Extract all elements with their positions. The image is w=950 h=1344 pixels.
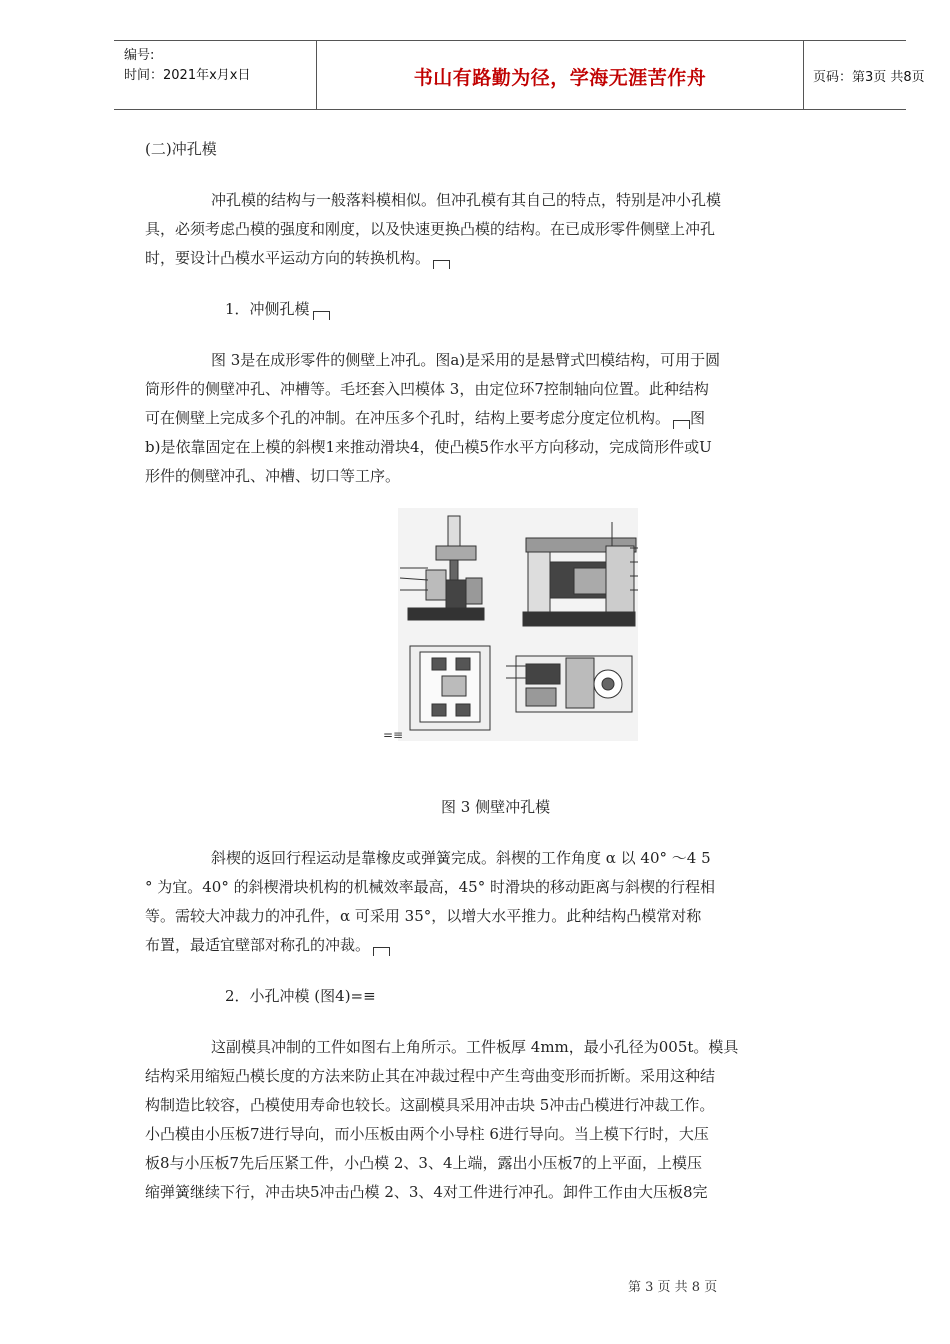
header-motto-cell xyxy=(316,41,804,109)
page-footer: 第 3 页 共 8 页 xyxy=(628,1280,718,1295)
figure-caption: 图 3 侧壁冲孔模 xyxy=(441,798,551,816)
paragraph-line: 可在侧壁上完成多个孔的冲制。在冲压多个孔时，结构上要考虑分度定位机构。 图 xyxy=(145,409,706,427)
paragraph-line: 缩弹簧继续下行，冲击块5冲击凸模 2、3、4对工件进行冲孔。卸件工作由大压板8完 xyxy=(145,1183,708,1201)
page-header xyxy=(114,40,925,110)
paragraph-line: ° 为宜。40° 的斜楔滑块机构的机械效率最高，45° 时滑块的移动距离与斜楔的行程相 xyxy=(145,878,715,896)
side-punch-die-figure xyxy=(398,508,638,741)
doc-number-label: 编号: xyxy=(124,48,155,63)
paragraph-line: 形件的侧壁冲孔、冲槽、切口等工序。 xyxy=(145,467,401,485)
doc-time-label: 时间：2021年x月x日 xyxy=(124,68,251,83)
paragraph-line: 构制造比较容，凸模使用寿命也较长。这副模具采用冲击块 5冲击凸模进行冲裁工作。 xyxy=(145,1096,715,1114)
header-page-label: 页码：第3页 共8页 xyxy=(813,70,925,85)
figure-side-note: =≡ xyxy=(383,728,404,742)
paragraph-line: 图 3是在成形零件的侧壁上冲孔。图a)是采用的是悬臂式凹模结构，可用于圆 xyxy=(211,351,721,369)
header-meta xyxy=(114,41,316,109)
paragraph-line: 具，必须考虑凸模的强度和刚度，以及快速更换凸模的结构。在已成形零件侧壁上冲孔 xyxy=(145,220,716,238)
return-mark-icon xyxy=(433,260,450,269)
paragraph-line: b)是依靠固定在上模的斜楔1来推动滑块4，使凸模5作水平方向移动，完成筒形件或U xyxy=(145,438,712,456)
header-page-cell xyxy=(803,41,925,109)
subheading-small-hole-punch: 2．小孔冲模 (图4)=≡ xyxy=(225,987,376,1005)
paragraph-line: 这副模具冲制的工件如图右上角所示。工件板厚 4mm，最小孔径为005t。模具 xyxy=(211,1038,739,1056)
paragraph-line: 斜楔的返回行程运动是靠橡皮或弹簧完成。斜楔的工作角度 α 以 40° ～4 5 xyxy=(211,849,711,867)
paragraph-line: 冲孔模的结构与一般落料模相似。但冲孔模有其自己的特点，特别是冲小孔模 xyxy=(211,191,722,209)
subheading-side-punch: 1．冲侧孔模 xyxy=(225,299,330,320)
paragraph-line: 时，要设计凸模水平运动方向的转换机构。 xyxy=(145,248,450,269)
header-motto: 书山有路勤为径，学海无涯苦作舟 xyxy=(413,67,707,89)
paragraph-line: 小凸模由小压板7进行导向，而小压板由两个小导柱 6进行导向。当上模下行时，大压 xyxy=(145,1125,709,1143)
paragraph-line: 等。需较大冲裁力的冲孔件，α 可采用 35°，以增大水平推力。此种结构凸模常对称 xyxy=(145,907,702,925)
return-mark-icon xyxy=(673,420,690,429)
return-mark-icon xyxy=(313,311,330,320)
paragraph-line: 筒形件的侧壁冲孔、冲槽等。毛坯套入凹模体 3，由定位环7控制轴向位置。此种结构 xyxy=(145,380,709,398)
paragraph-line: 布置，最适宜壁部对称孔的冲裁。 xyxy=(145,935,390,956)
section-title: (二)冲孔模 xyxy=(145,140,217,158)
return-mark-icon xyxy=(373,947,390,956)
paragraph-line: 结构采用缩短凸模长度的方法来防止其在冲裁过程中产生弯曲变形而折断。采用这种结 xyxy=(145,1067,716,1085)
paragraph-line: 板8与小压板7先后压紧工件，小凸模 2、3、4上端，露出小压板7的上平面，上模压 xyxy=(145,1154,703,1172)
die-drawing-image xyxy=(398,508,638,741)
